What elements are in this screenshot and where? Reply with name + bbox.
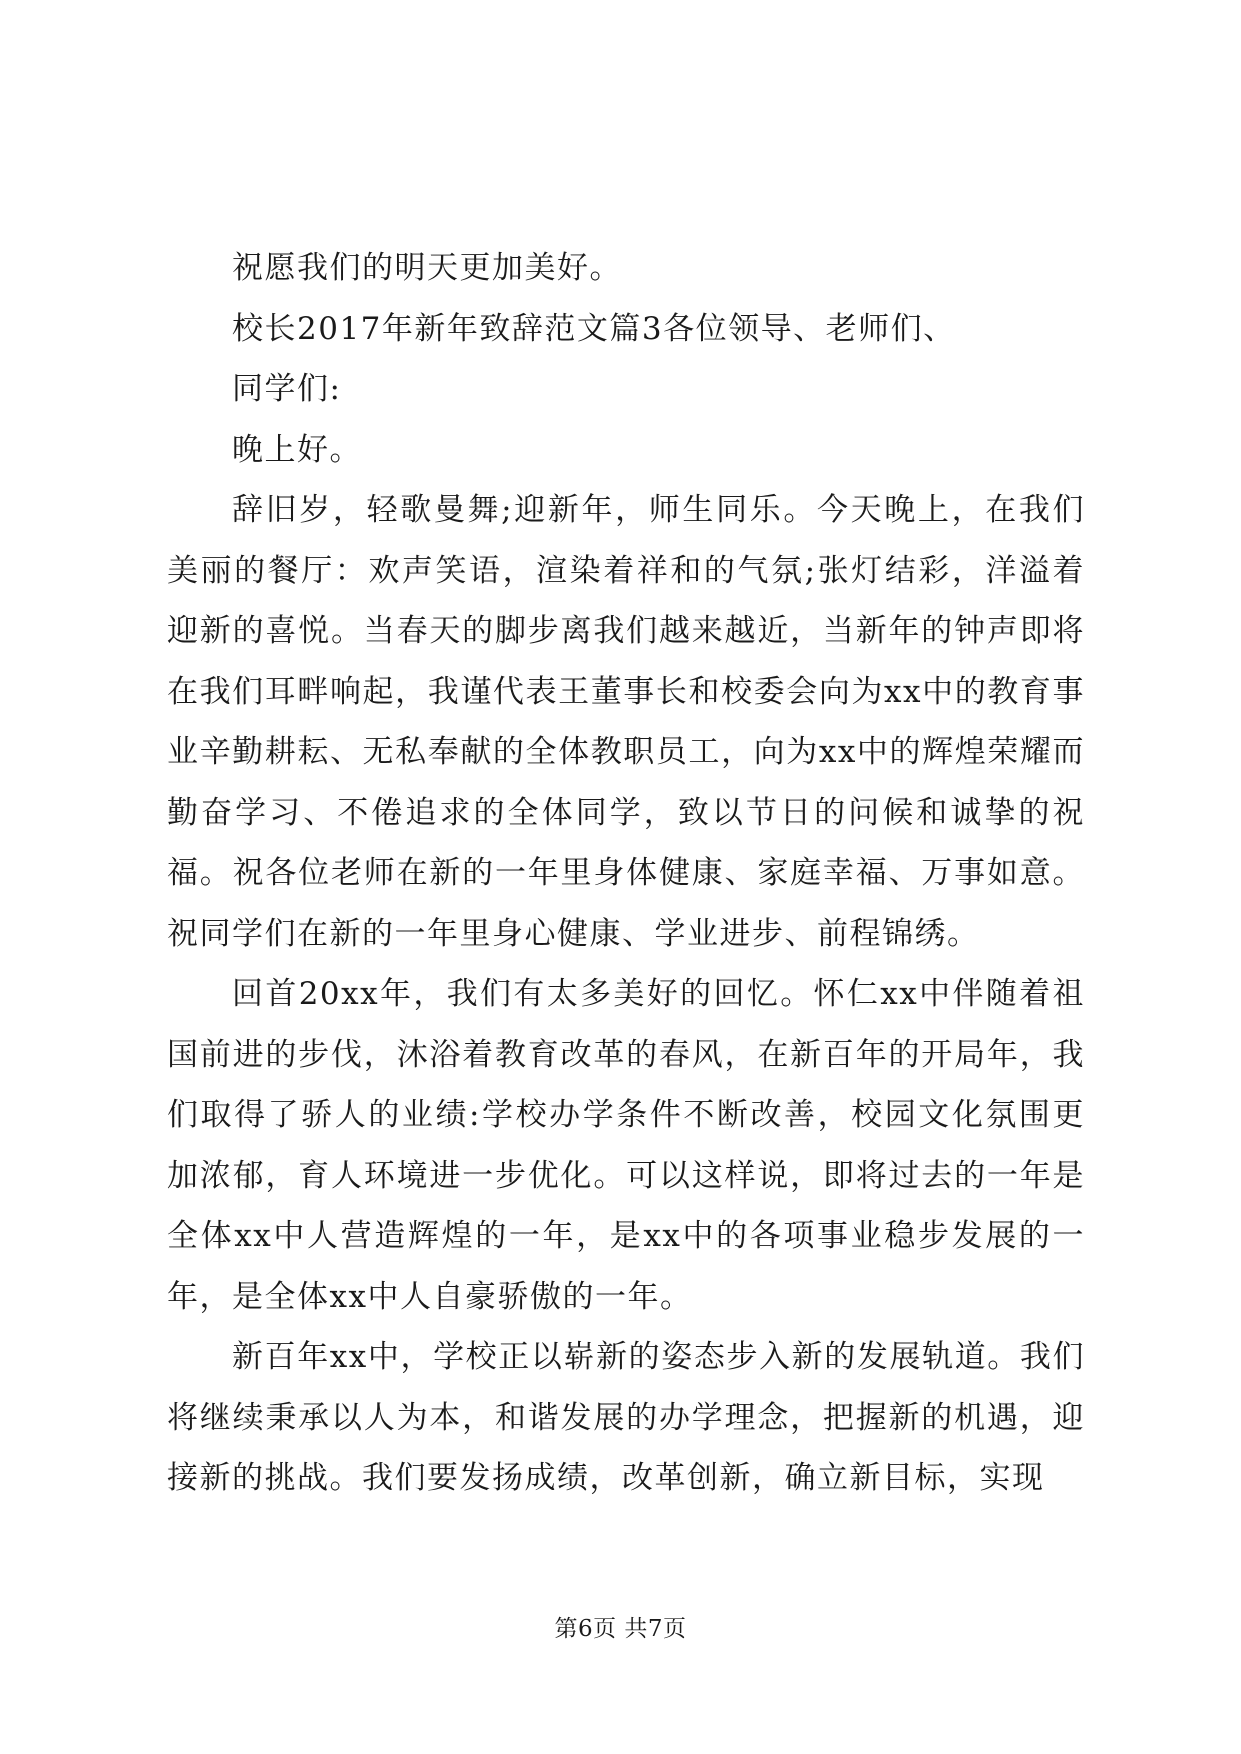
paragraph-salutation: 同学们:: [232, 371, 342, 407]
page-number-footer: 第6页 共7页: [554, 1616, 687, 1642]
paragraph-speech-title: 校长2017年新年致辞范文篇3各位领导、老师们、: [232, 310, 956, 347]
paragraph-greeting: 晚上好。: [232, 431, 362, 468]
document-body: [167, 238, 1085, 1509]
paragraph-future-outlook: 新百年xx中，学校正以崭新的姿态步入新的发展轨道。我们将继续秉承以人为本，和谐发展的办学理念，把握新的机遇，迎接新的挑战。我们要发扬成绩，改革创新，确立新目标，实现: [167, 1339, 1085, 1496]
paragraph-new-year-blessing: 辞旧岁，轻歌曼舞;迎新年，师生同乐。今天晚上，在我们美丽的餐厅：欢声笑语，渲染着祥和的气氛;张灯结彩，洋溢着迎新的喜悦。当春天的脚步离我们越来越近，当新年的钟声即将在我们耳畔响起，我谨代表王董事长和校委会向为xx中的教育事业辛勤耕耘、无私奉献的全体教职员工，向为xx中的辉煌荣耀而勤奋学习、不倦追求的全体同学，致以节日的问候和诚挚的祝福。祝各位老师在新的一年里身体健康、家庭幸福、万事如意。祝同学们在新的一年里身心健康、学业进步、前程锦绣。: [167, 492, 1085, 952]
paragraph-closing-wish: 祝愿我们的明天更加美好。: [232, 250, 622, 286]
paragraph-year-review: 回首20xx年，我们有太多美好的回忆。怀仁xx中伴随着祖国前进的步伐，沐浴着教育改革的春风，在新百年的开局年，我们取得了骄人的业绩:学校办学条件不断改善，校园文化氛围更加浓郁，育人环境进一步优化。可以这样说，即将过去的一年是全体xx中人营造辉煌的一年，是xx中的各项事业稳步发展的一年，是全体xx中人自豪骄傲的一年。: [167, 976, 1085, 1315]
